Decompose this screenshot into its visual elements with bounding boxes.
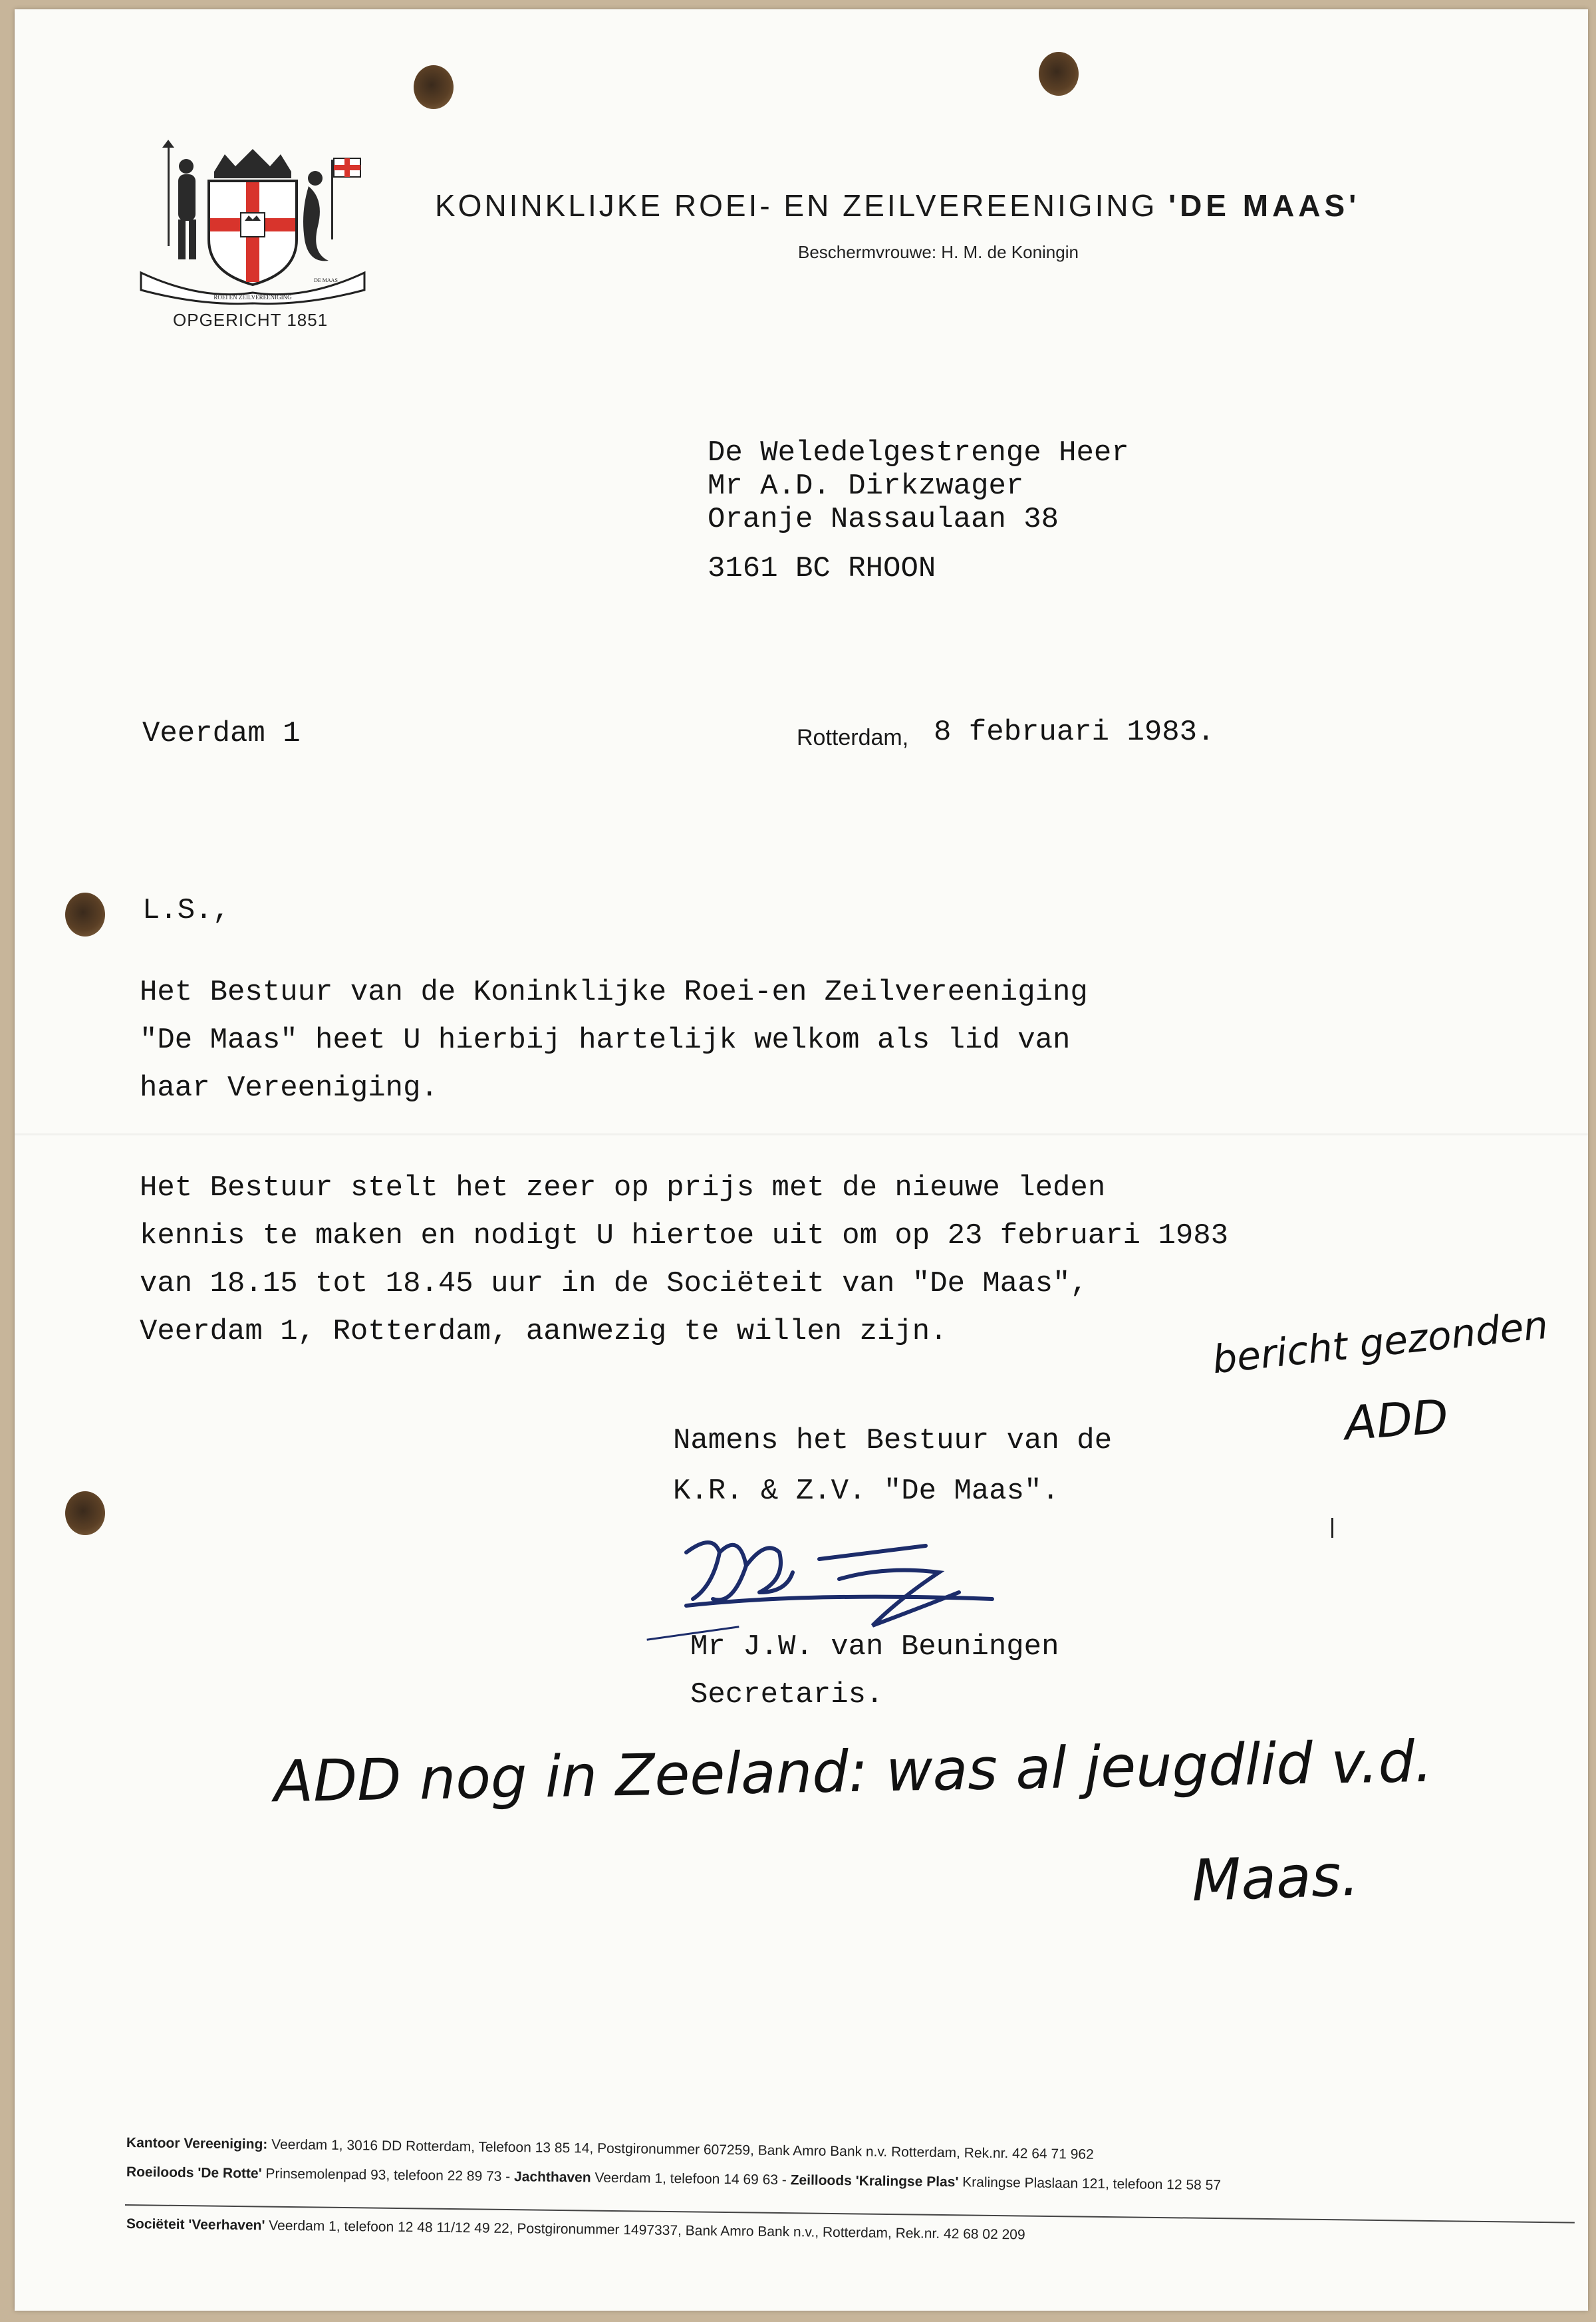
punch-hole-top-left [414, 65, 454, 109]
pen-mark [1331, 1518, 1333, 1538]
address-postcode: 3161 BC RHOON [708, 552, 936, 585]
address-line-2: Mr A.D. Dirkzwager [708, 470, 1024, 503]
secretary-signature [673, 1526, 1019, 1639]
punch-hole-left-upper [65, 893, 105, 937]
footer-locations-line [126, 2164, 1221, 2194]
paragraph-invitation: Het Bestuur stelt het zeer op prijs met de nieuwe leden kennis te maken en nodigt U hiertoe uit om op 23 februari 1983 van 18.15 tot 18.45 uur in de Sociëteit van "De Maas", Veerdam 1, Rotterdam, aanwezig te willen zijn. [140, 1171, 1229, 1348]
club-name-heading [435, 188, 1360, 223]
signer-name-title: Mr J.W. van Beuningen Secretaris. [690, 1630, 1059, 1711]
club-name-bold: 'DE MAAS' [1168, 188, 1361, 223]
footer-societeit-text: Veerdam 1, telefoon 12 48 11/12 49 22, Postgironummer 1497337, Bank Amro Bank n.v., Rotterdam, Rek.nr. 42 68 02 209 [269, 2218, 1025, 2243]
footer-jachthaven-text: Veerdam 1, telefoon 14 69 63 - [595, 2170, 787, 2188]
footer-rotte-label: Roeiloods 'De Rotte' [126, 2164, 262, 2182]
footer-rotte-text: Prinsemolenpad 93, telefoon 22 89 73 - [265, 2166, 511, 2185]
address-line-1: De Weledelgestrenge Heer [708, 436, 1129, 470]
footer-office-text: Veerdam 1, 3016 DD Rotterdam, Telefoon 13 85 14, Postgironummer 607259, Bank Amro Bank n.v. Rotterdam, Rek.nr. 42 64 71 962 [271, 2136, 1094, 2162]
footer-kralingse-text: Kralingse Plaslaan 121, telefoon 12 58 57 [962, 2174, 1222, 2194]
club-crest-logo [134, 140, 371, 306]
fold-line [15, 1133, 1588, 1135]
founded-label: OPGERICHT 1851 [173, 310, 329, 330]
footer-office-label: Kantoor Vereeniging: [126, 2135, 268, 2152]
handwritten-margin-note: bericht gezonden [1210, 1302, 1550, 1383]
letter-date: 8 februari 1983. [934, 716, 1215, 749]
address-line-3: Oranje Nassaulaan 38 [708, 503, 1059, 536]
punch-hole-top-right [1039, 52, 1079, 96]
date-city-label: Rotterdam, [797, 725, 909, 750]
handwritten-note-line-1: ADD nog in Zeeland: was al jeugdlid v.d. [273, 1728, 1434, 1816]
footer-kralingse-label: Zeilloods 'Kralingse Plas' [790, 2172, 959, 2190]
footer-office-line [126, 2135, 1094, 2163]
salutation: L.S., [142, 894, 231, 927]
letter-page [15, 9, 1588, 2311]
recipient-address [708, 436, 1129, 585]
handwritten-note-line-2: Maas. [1190, 1842, 1361, 1915]
punch-hole-left-lower [65, 1491, 105, 1535]
footer-jachthaven-label: Jachthaven [513, 2169, 591, 2186]
handwritten-margin-initials: ADD [1343, 1389, 1450, 1451]
reference-line: Veerdam 1 [142, 717, 301, 750]
svg-text:DE MAAS: DE MAAS [314, 277, 338, 283]
club-name-text: KONINKLIJKE ROEI- EN ZEILVEREENIGING [435, 188, 1158, 223]
footer-societeit-line [126, 2216, 1025, 2244]
patron-line: Beschermvrouwe: H. M. de Koningin [798, 242, 1079, 262]
paragraph-welcome: Het Bestuur van de Koninklijke Roei-en Zeilvereeniging "De Maas" heet U hierbij hartelijk welkom als lid van haar Vereeniging. [140, 976, 1088, 1105]
footer-societeit-label: Sociëteit 'Veerhaven' [126, 2216, 265, 2234]
svg-text:ROEI EN ZEILVEREENIGING: ROEI EN ZEILVEREENIGING [213, 294, 292, 301]
closing-lines: Namens het Bestuur van de K.R. & Z.V. "De Maas". [673, 1424, 1113, 1508]
